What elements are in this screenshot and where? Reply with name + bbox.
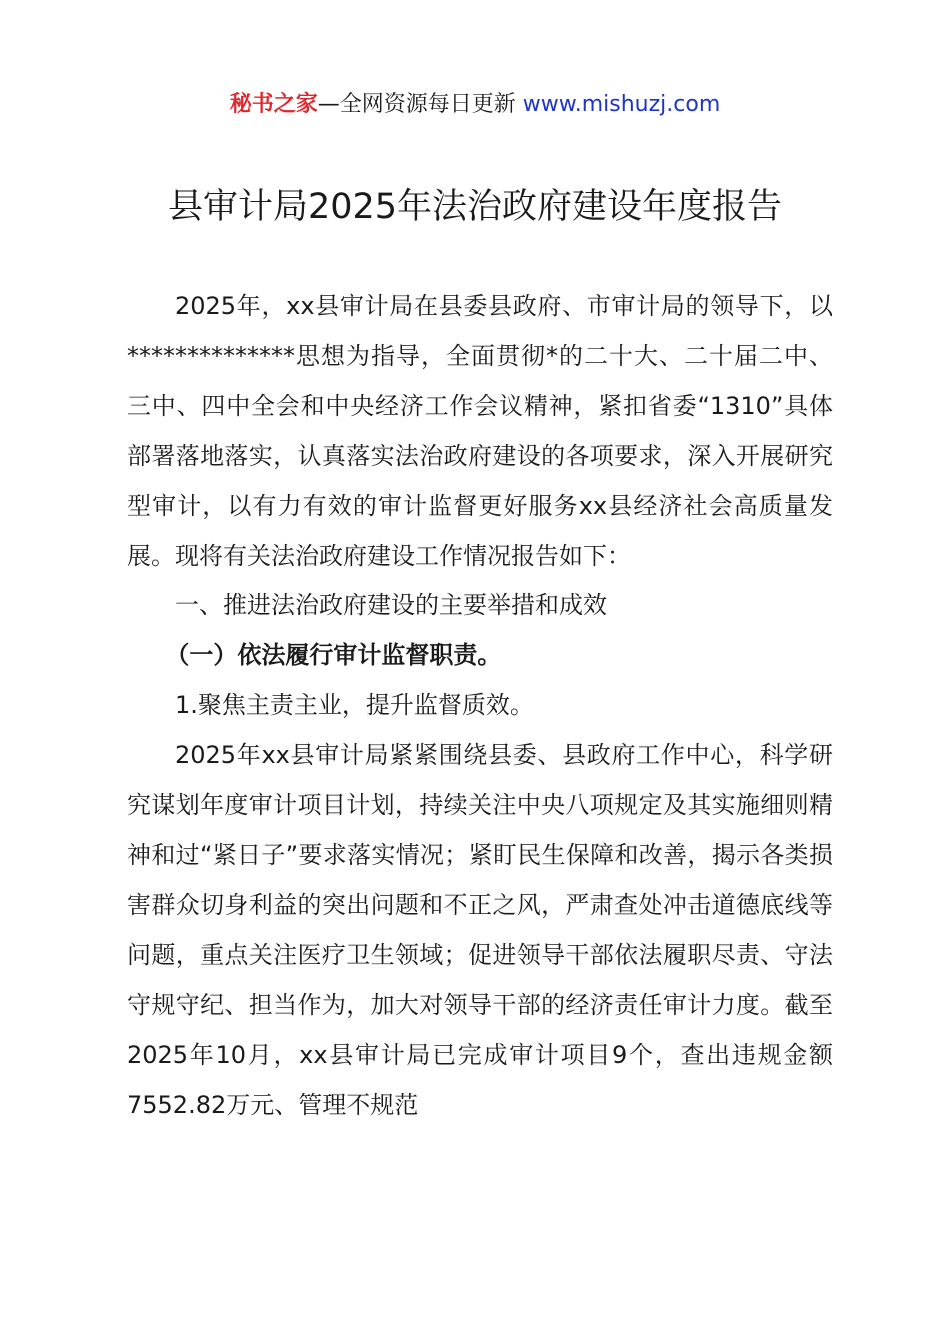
document-body: [127, 282, 833, 1130]
header-tagline: —全网资源每日更新: [317, 92, 523, 117]
body-paragraph-1: 2025年xx县审计局紧紧围绕县委、县政府工作中心，科学研究谋划年度审计项目计划，持续关注中央八项规定及其实施细则精神和过“紧日子”要求落实情况；紧盯民生保障和改善，揭示各类损害群众切身利益的突出问题和不正之风，严肃查处冲击道德底线等问题，重点关注医疗卫生领域；促进领导干部依法履职尽责、守法守规守纪、担当作为，加大对领导干部的经济责任审计力度。截至2025年10月，xx县审计局已完成审计项目9个，查出违规金额7552.82万元、管理不规范: [127, 741, 833, 1119]
site-url-link[interactable]: www.mishuzj.com: [522, 92, 721, 117]
site-header: [0, 88, 950, 122]
intro-paragraph: 2025年，xx县审计局在县委县政府、市审计局的领导下，以**************思想为指导，全面贯彻*的二十大、二十届二中、三中、四中全会和中央经济工作会议精神，紧扣省委“1310”具体部署落地落实，认真落实法治政府建设的各项要求，深入开展研究型审计，以有力有效的审计监督更好服务xx县经济社会高质量发展。现将有关法治政府建设工作情况报告如下：: [127, 292, 833, 570]
brand-name: 秘书之家: [229, 92, 318, 117]
item-heading-1: 1.聚焦主责主业，提升监督质效。: [175, 691, 534, 720]
section-heading-1: 一、推进法治政府建设的主要举措和成效: [175, 591, 607, 620]
document-title: 县审计局2025年法治政府建设年度报告: [167, 187, 783, 227]
subsection-heading-1: （一）依法履行审计监督职责。: [165, 641, 502, 670]
